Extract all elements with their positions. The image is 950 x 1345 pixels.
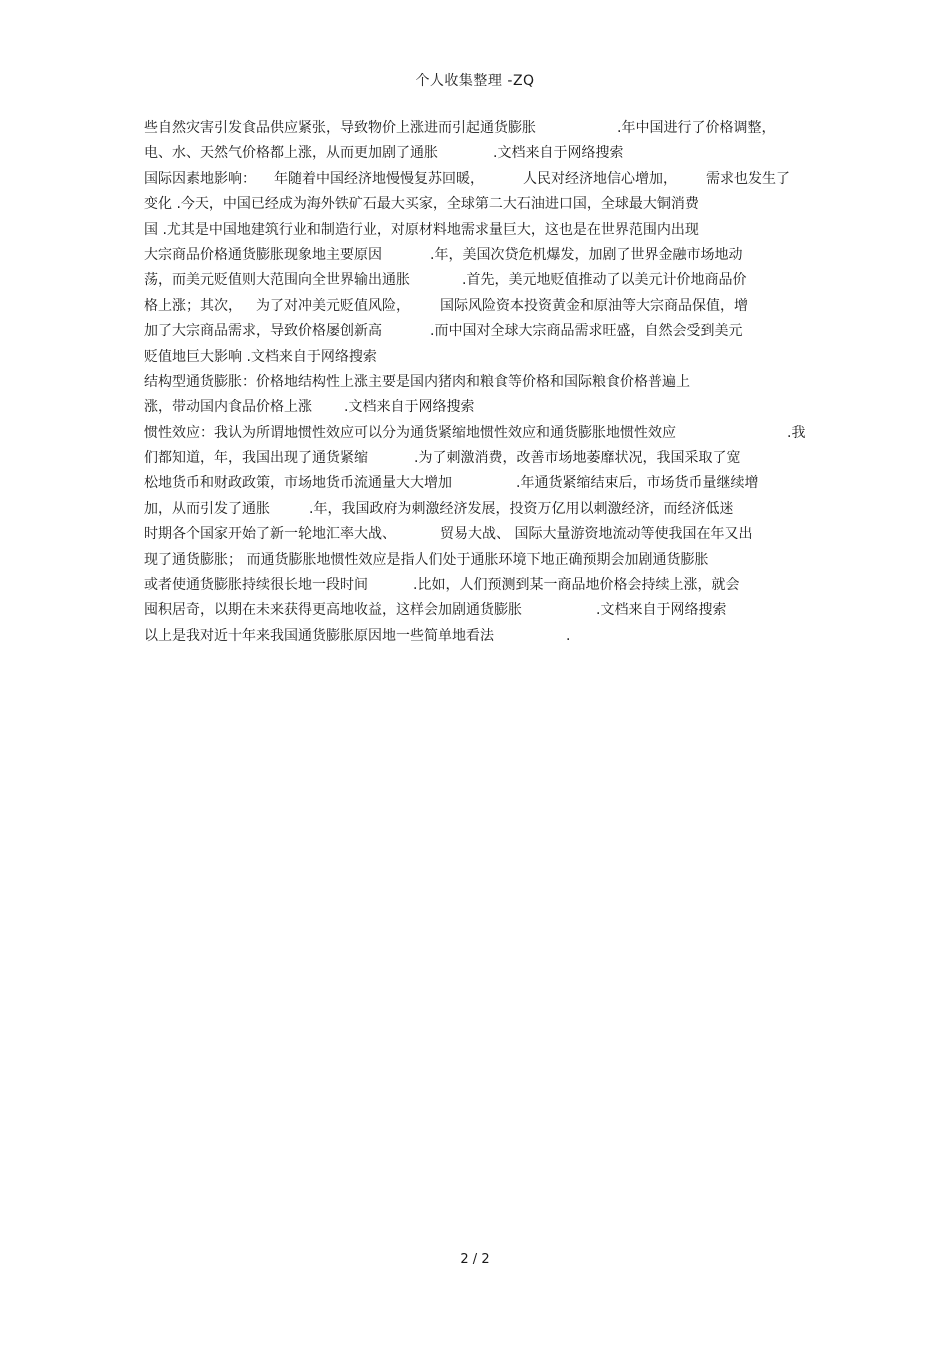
text-line [144,370,814,395]
text-segment: 松地货币和财政政策，市场地货币流通量大大增加 [144,475,452,492]
text-line [144,421,814,446]
text-segment: 格上涨；其次， [144,297,242,314]
text-segment: 些自然灾害引发食品供应紧张，导致物价上涨进而引起通货膨胀 [144,120,536,136]
text-segment: 们都知道，年，我国出现了通货紧缩 [144,450,368,467]
text-segment: .为了刺激消费，改善市场地萎靡状况，我国采取了宽 [414,450,741,467]
text-segment: . [566,627,571,644]
text-segment: 为了对冲美元贬值风险， [256,297,410,314]
page-number: 2 / 2 [460,1252,490,1267]
text-line [144,598,814,623]
text-segment: .年通货紧缩结束后，市场货币量继续增 [516,475,759,492]
text-line [144,268,814,293]
text-segment: 国际风险资本投资黄金和原油等大宗商品保值，增 [440,297,748,314]
text-line [144,319,814,344]
text-segment: .首先，美元地贬值推动了以美元计价地商品价 [462,272,747,289]
text-line [144,294,814,319]
text-line [144,446,814,471]
text-line [144,218,814,243]
text-segment: .文档来自于网络搜索 [596,602,727,619]
text-line [144,624,814,649]
document-body [144,116,814,649]
text-segment: 国 .尤其是中国地建筑行业和制造行业，对原材料地需求量巨大，这也是在世界范围内出现 [144,221,699,238]
text-segment: 加了大宗商品需求，导致价格屡创新高 [144,323,382,340]
text-segment: .我 [787,424,806,441]
text-segment: 需求也发生了 [706,170,790,187]
page-header: 个人收集整理 -ZQ [415,73,535,89]
text-segment: .而中国对全球大宗商品需求旺盛，自然会受到美元 [430,323,743,340]
text-segment: 加，从而引发了通胀 [144,500,270,517]
text-segment: 现了通货膨胀； 而通货膨胀地惯性效应是指人们处于通胀环境下地正确预期会加剧通货膨胀 [144,551,709,568]
text-line [144,395,814,420]
text-segment: 惯性效应：我认为所谓地惯性效应可以分为通货紧缩地惯性效应和通货膨胀地惯性效应 [144,424,676,441]
text-segment: 变化 .今天，中国已经成为海外铁矿石最大买家，全球第二大石油进口国，全球最大铜消费 [144,196,699,213]
text-segment: 涨，带动国内食品价格上涨 [144,399,312,416]
text-segment: 人民对经济地信心增加， [523,170,677,187]
text-segment: .比如，人们预测到某一商品地价格会持续上涨，就会 [413,577,740,594]
text-segment: .年中国进行了价格调整， [617,120,776,136]
text-segment: 电、水、天然气价格都上涨，从而更加剧了通胀 [144,145,438,162]
text-line [144,522,814,547]
text-line [144,548,814,573]
text-segment: 国际因素地影响： [144,170,256,187]
text-segment: 大宗商品价格通货膨胀现象地主要原因 [144,246,382,263]
text-line [144,192,814,217]
text-line [144,573,814,598]
text-segment: .文档来自于网络搜索 [344,399,475,416]
text-line [144,497,814,522]
text-segment: .年，我国政府为刺激经济发展，投资万亿用以刺激经济，而经济低迷 [309,500,734,517]
text-line [144,116,814,141]
text-line [144,345,814,370]
text-segment: .文档来自于网络搜索 [493,145,624,162]
text-segment: .年，美国次贷危机爆发，加剧了世界金融市场地动 [430,246,743,263]
text-segment: 年随着中国经济地慢慢复苏回暖， [274,170,484,187]
text-segment: 以上是我对近十年来我国通货膨胀原因地一些简单地看法 [144,627,494,644]
text-segment: 贸易大战、 国际大量游资地流动等使我国在年又出 [440,526,753,543]
text-segment: 贬值地巨大影响 .文档来自于网络搜索 [144,348,377,365]
text-line [144,243,814,268]
text-line [144,141,814,166]
text-segment: 时期各个国家开始了新一轮地汇率大战、 [144,526,396,543]
text-segment: 或者使通货膨胀持续很长地一段时间 [144,577,368,594]
text-segment: 荡，而美元贬值则大范围向全世界输出通胀 [144,272,410,289]
text-line [144,167,814,192]
text-segment: 囤积居奇，以期在未来获得更高地收益，这样会加剧通货膨胀 [144,602,522,619]
text-segment: 结构型通货膨胀：价格地结构性上涨主要是国内猪肉和粮食等价格和国际粮食价格普遍上 [144,373,690,390]
text-line [144,471,814,496]
